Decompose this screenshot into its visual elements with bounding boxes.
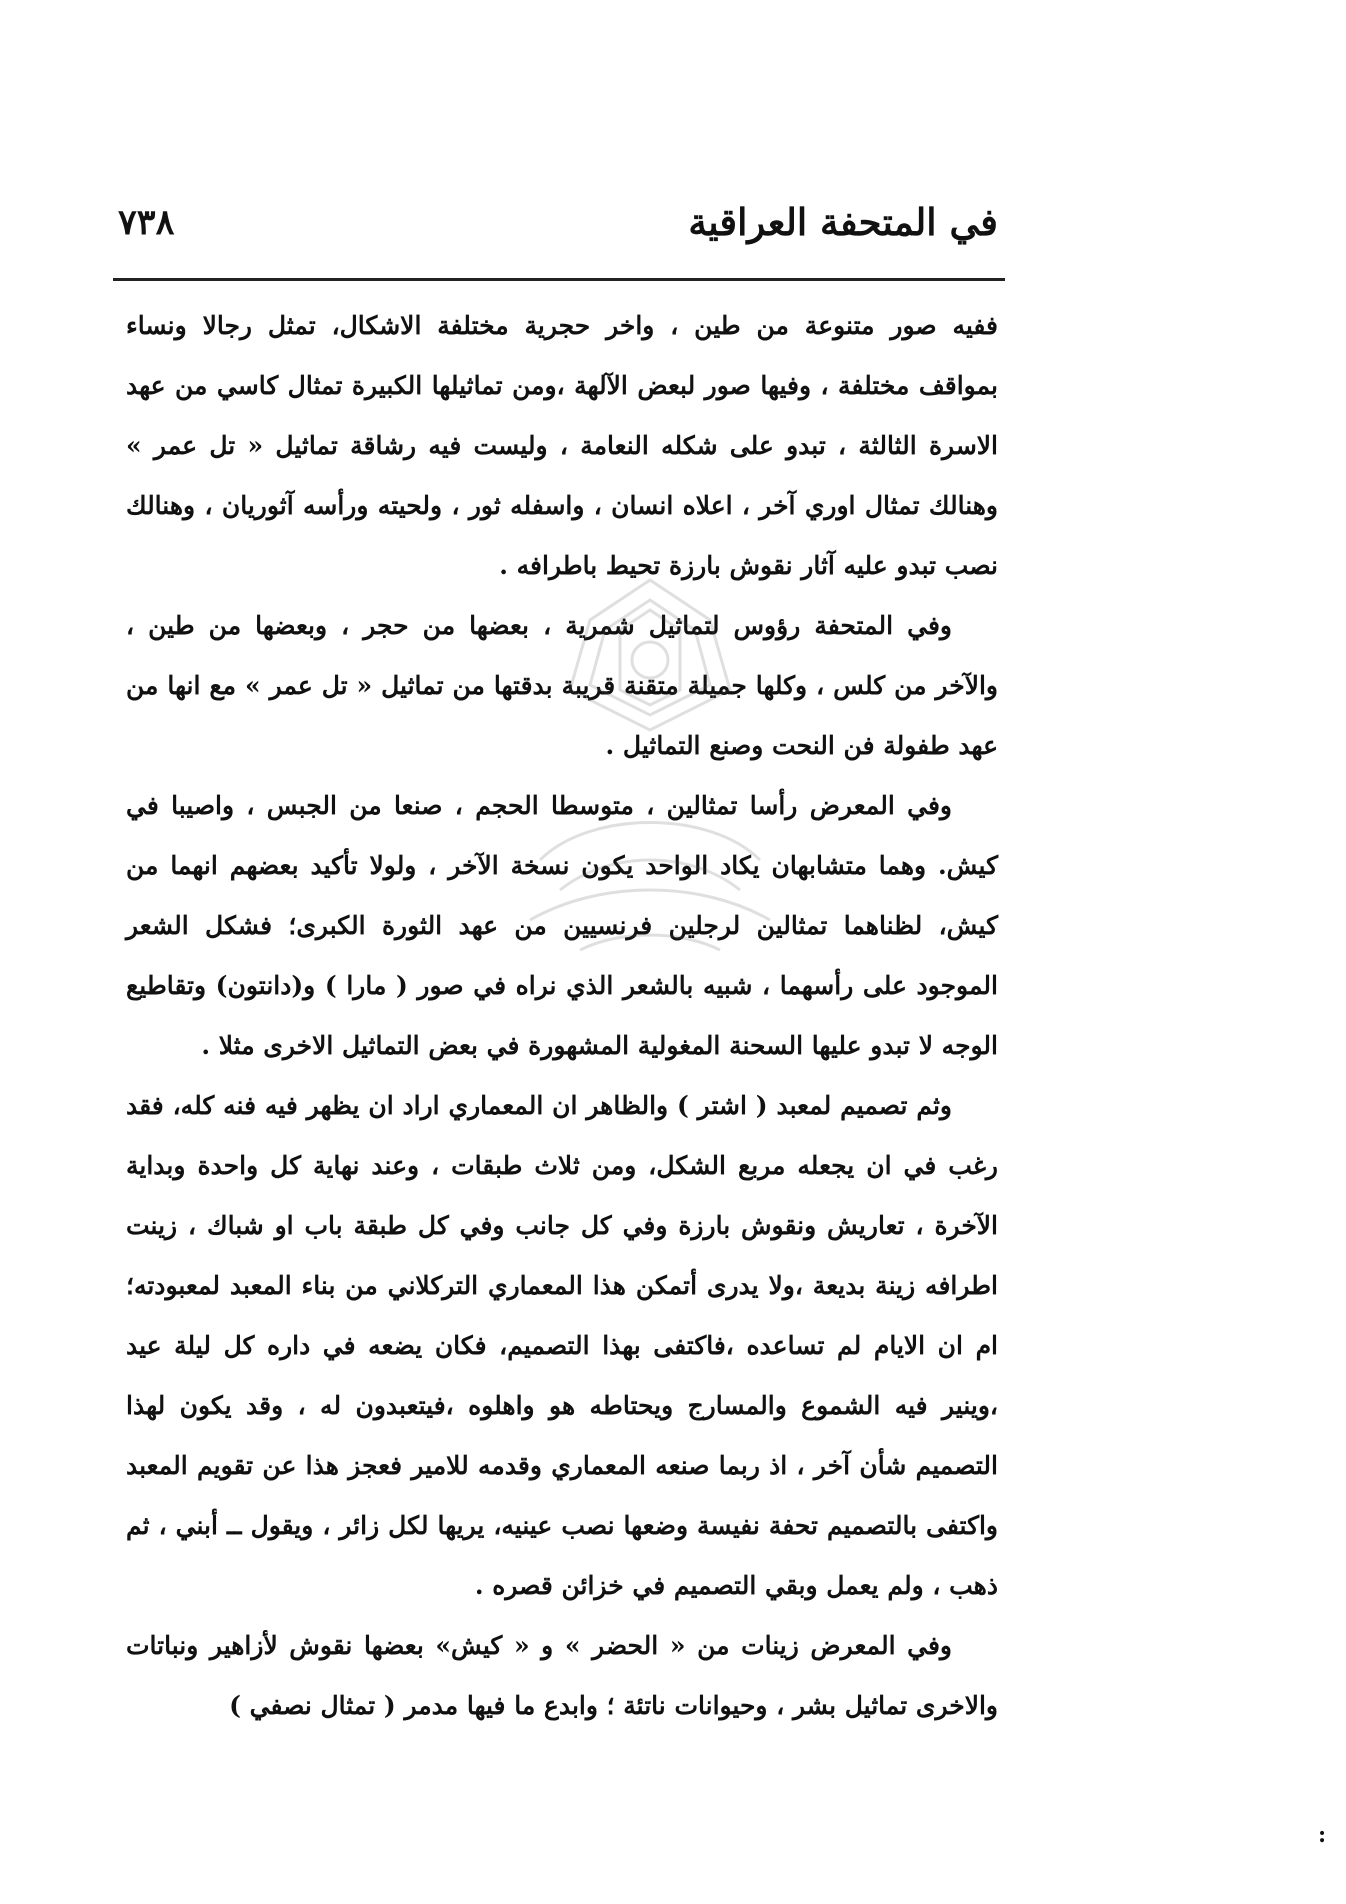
paragraph-5: وفي المعرض زينات من « الحضر » و « كيش» بعضها نقوش لأزاهير ونباتات والاخرى تماثيل بشر ، وحيوانات ناتئة ؛ وابدع ما فيها مدمر ( تمثال نصفي ) [126, 1631, 998, 1720]
paragraph-1: ففيه صور متنوعة من طين ، واخر حجرية مختلفة الاشكال، تمثل رجالا ونساء بمواقف مختلفة ، وفيها صور لبعض الآلهة ،ومن تماثيلها الكبيرة تمثال كاسي من عهد الاسرة الثالثة ، تبدو على شكله النعامة ، وليست فيه رشاقة تماثيل « تل عمر » وهنالك تمثال اوري آخر ، اعلاه انسان ، واسفله ثور ، ولحيته ورأسه آثوريان ، وهنالك نصب تبدو عليه آثار نقوش بارزة تحيط باطرافه . [126, 311, 998, 580]
paragraph-2: وفي المتحفة رؤوس لتماثيل شمرية ، بعضها من حجر ، وبعضها من طين ، والآخر من كلس ، وكلها جميلة متقنة قريبة بدقتها من تماثيل « تل عمر » مع انها من عهد طفولة فن النحت وصنع التماثيل . [126, 611, 998, 760]
running-title: في المتحفة العراقية [688, 200, 998, 244]
running-header [118, 200, 998, 260]
paragraph-3: وفي المعرض رأسا تمثالين ، متوسطا الحجم ، صنعا من الجبس ، واصيبا في كيش. وهما متشابهان يكاد الواحد يكون نسخة الآخر ، ولولا تأكيد بعضهم انهما من كيش، لظناهما تمثالين لرجلين فرنسيين من عهد الثورة الكبرى؛ فشكل الشعر الموجود على رأسهما ، شبيه بالشعر الذي نراه في صور ( مارا ) و(دانتون) وتقاطيع الوجه لا تبدو عليها السحنة المغولية المشهورة في بعض التماثيل الاخرى مثلا . [126, 791, 998, 1060]
margin-mark: : [1318, 1822, 1327, 1848]
header-rule [113, 278, 1005, 281]
page-number: ٧٣٨ [118, 202, 175, 243]
paragraph-4: وثم تصميم لمعبد ( اشتر ) والظاهر ان المعماري اراد ان يظهر فيه فنه كله، فقد رغب في ان يجعله مربع الشكل، ومن ثلاث طبقات ، وعند نهاية كل واحدة وبداية الآخرة ، تعاريش ونقوش بارزة وفي كل جانب وفي كل طبقة باب او شباك ، زينت اطرافه زينة بديعة ،ولا يدرى أتمكن هذا المعماري التركلاني من بناء المعبد لمعبودته؛ ام ان الايام لم تساعده ،فاكتفى بهذا التصميم، فكان يضعه في داره كل ليلة عيد ،وينير فيه الشموع والمسارج ويحتاطه هو واهلوه ،فيتعبدون له ، وقد يكون لهذا التصميم شأن آخر ، اذ ربما صنعه المعماري وقدمه للامير فعجز هذا عن تقويم المعبد واكتفى بالتصميم تحفة نفيسة وضعها نصب عينيه، يريها لكل زائر ، ويقول ــ أبني ، ثم ذهب ، ولم يعمل وبقي التصميم في خزائن قصره . [126, 1091, 998, 1600]
body-text [126, 296, 998, 1736]
